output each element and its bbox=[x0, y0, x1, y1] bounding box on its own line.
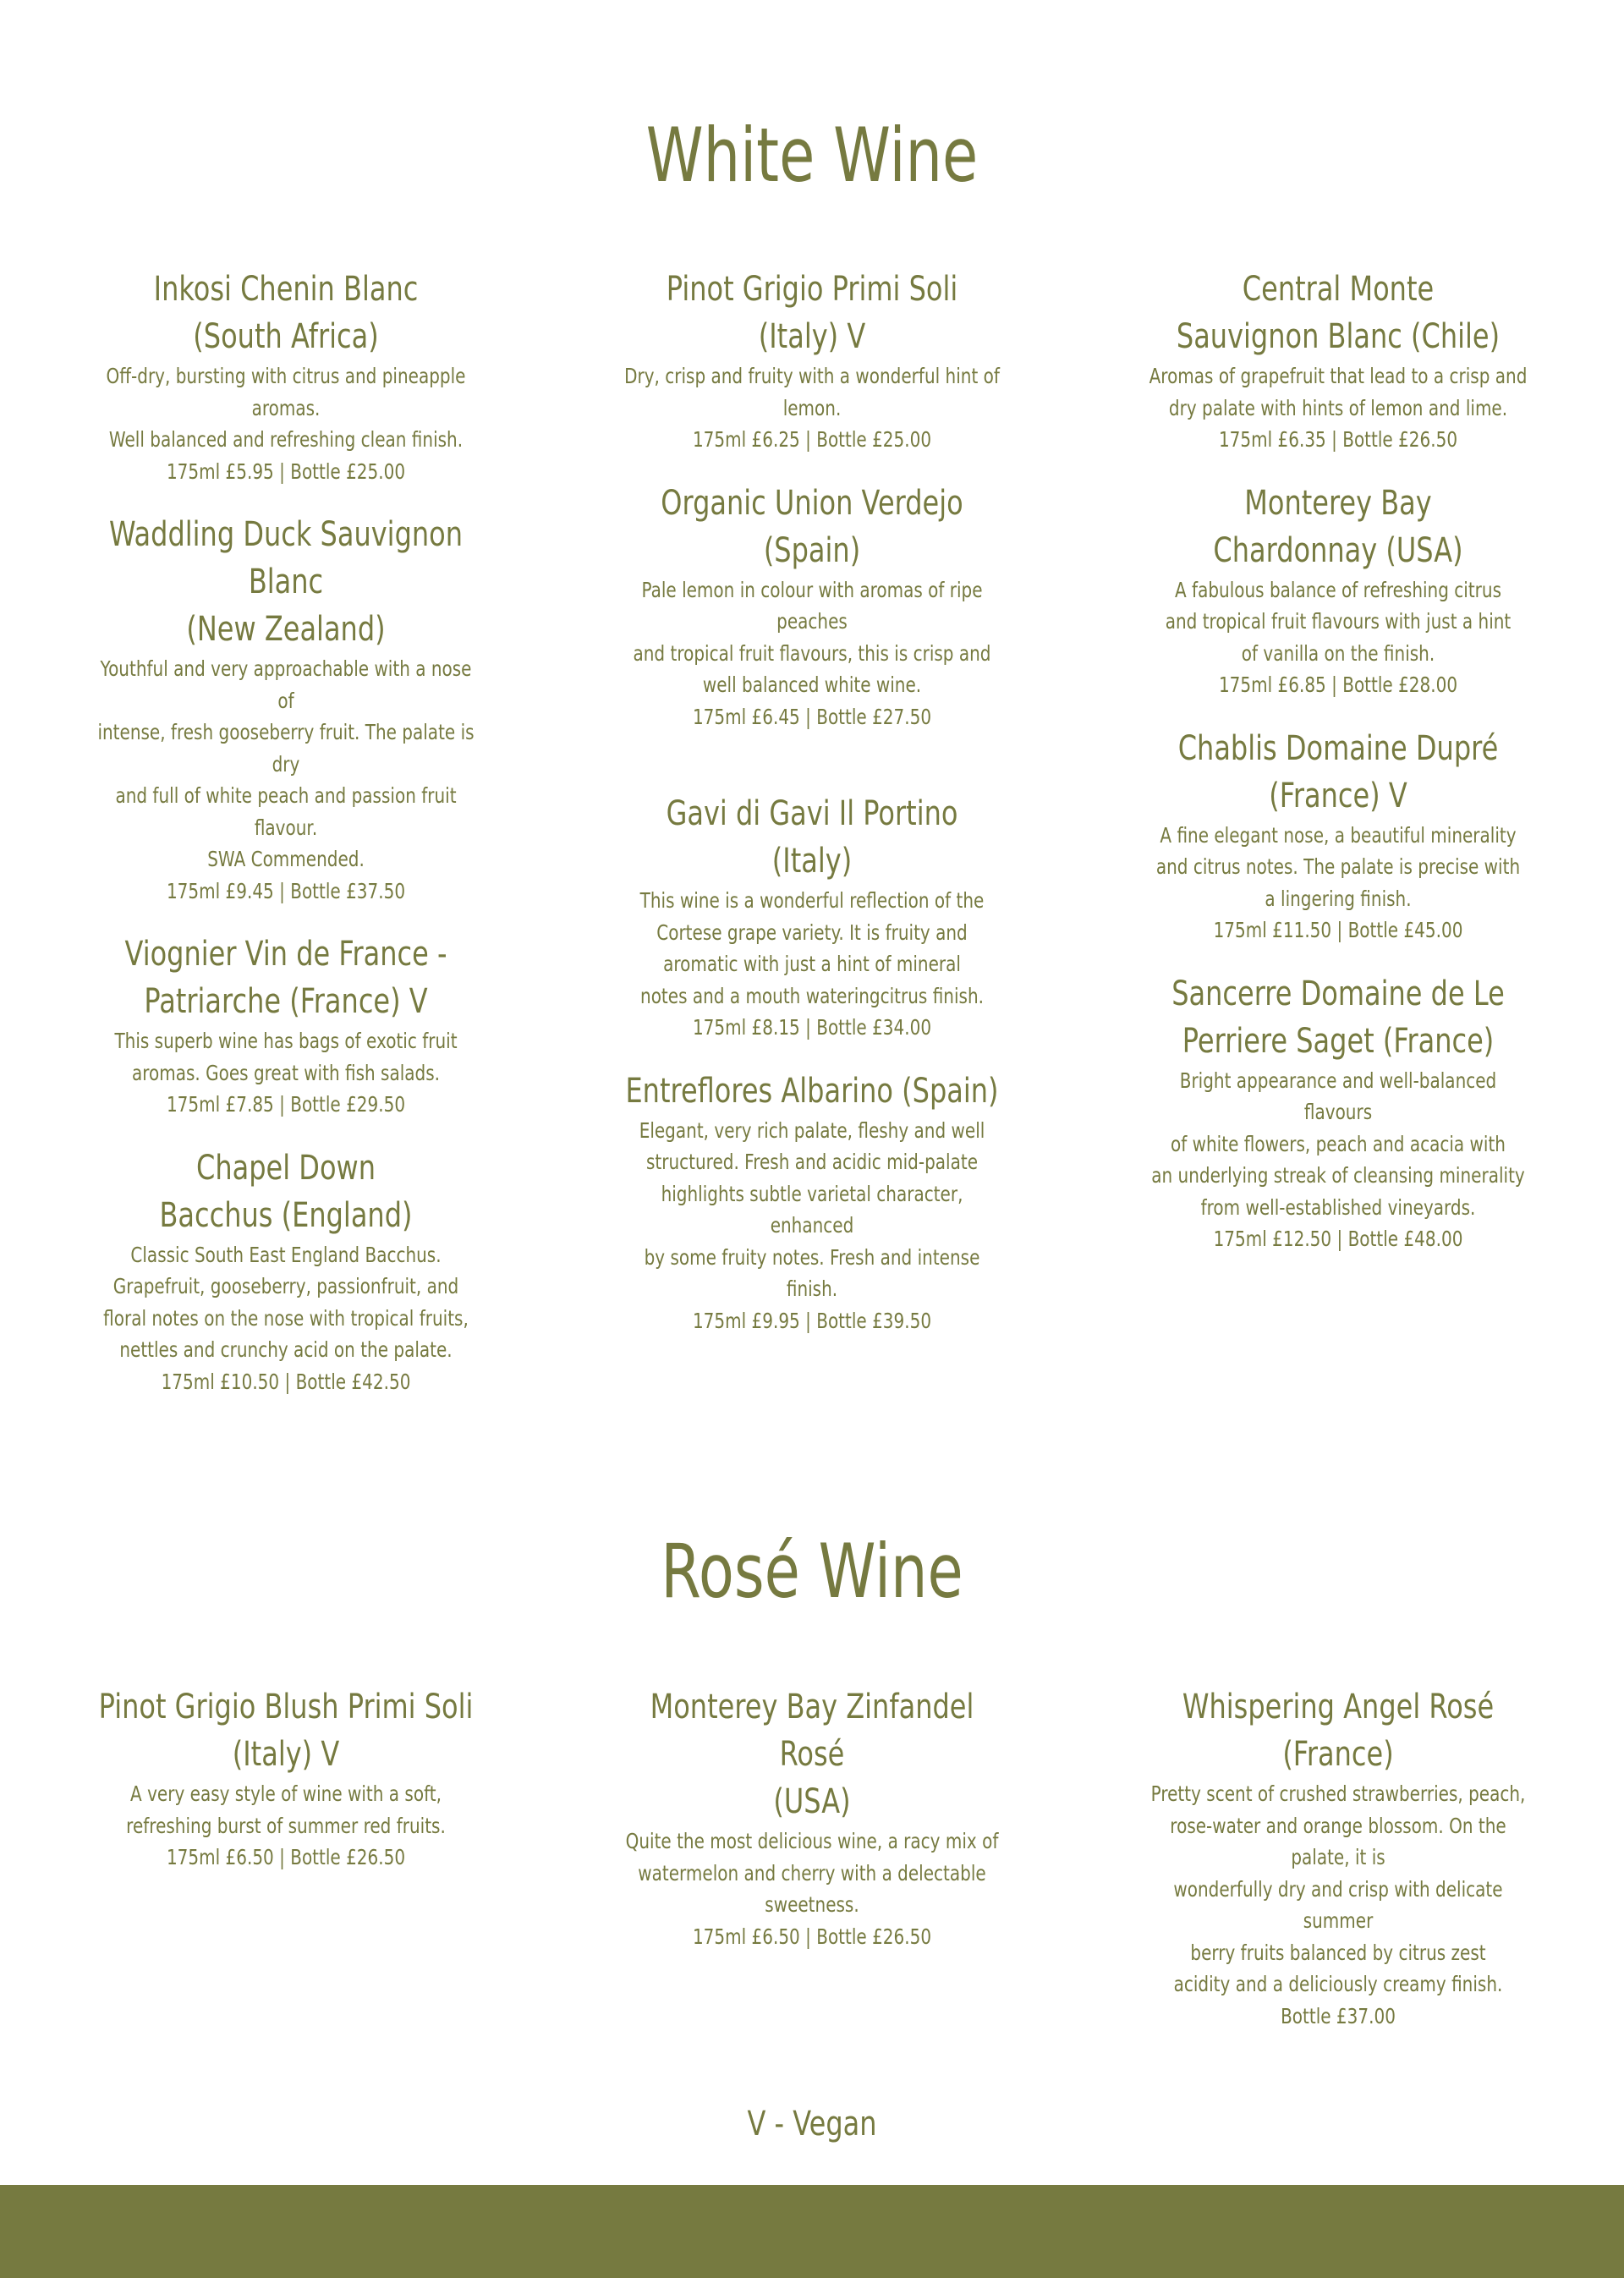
wine-description: A very easy style of wine with a soft, refreshing burst of summer red fruits. bbox=[126, 1781, 446, 1838]
wine-name: Central Monte Sauvignon Blanc (Chile) bbox=[1176, 270, 1501, 356]
wine-item bbox=[49, 930, 523, 1121]
wine-description: Pretty scent of crushed strawberries, peach, rose-water and orange blossom. On the palate, it is wonderfully dry and crisp with delicate summer berry fruits balanced by citrus zest acidity and a deliciously creamy finish. bbox=[1150, 1781, 1526, 1996]
wine-description: Classic South East England Bacchus. Grapefruit, gooseberry, passionfruit, and floral notes on the nose with tropical fruits, nettles and crunchy acid on the palate. bbox=[103, 1242, 469, 1362]
rose-column-2 bbox=[575, 1683, 1049, 1952]
rose-column-1 bbox=[49, 1683, 523, 1874]
wine-name: Viognier Vin de France - Patriarche (France) V bbox=[124, 935, 447, 1021]
wine-price: 175ml £6.50 | Bottle £26.50 bbox=[166, 1845, 406, 1869]
wine-price: 175ml £11.50 | Bottle £45.00 bbox=[1213, 918, 1463, 942]
wine-price: 175ml £6.35 | Bottle £26.50 bbox=[1218, 427, 1458, 452]
wine-description: Elegant, very rich palate, fleshy and well structured. Fresh and acidic mid-palate highlights subtle varietal character, enhanced by some fruity notes. Fresh and intense finish. bbox=[639, 1117, 985, 1301]
wine-name: Inkosi Chenin Blanc (South Africa) bbox=[153, 270, 419, 356]
wine-name: Gavi di Gavi Il Portino (Italy) bbox=[666, 794, 958, 881]
wine-price: Bottle £37.00 bbox=[1281, 2003, 1396, 2028]
white-column-3 bbox=[1101, 266, 1575, 1255]
wine-item bbox=[575, 1068, 1049, 1337]
wine-description: Off-dry, bursting with citrus and pineapple aromas. Well balanced and refreshing clean finish. bbox=[106, 364, 466, 452]
wine-item bbox=[1101, 480, 1575, 701]
wine-price: 175ml £5.95 | Bottle £25.00 bbox=[166, 458, 406, 484]
wine-price: 175ml £6.45 | Bottle £27.50 bbox=[692, 704, 932, 729]
wine-description: This wine is a wonderful reflection of the Cortese grape variety. It is fruity and aromatic with just a hint of mineral notes and a mouth wateringcitrus finish. bbox=[639, 888, 985, 1008]
wine-item bbox=[1101, 970, 1575, 1255]
wine-item bbox=[49, 1144, 523, 1398]
wine-price: 175ml £9.95 | Bottle £39.50 bbox=[692, 1308, 932, 1333]
wine-price: 175ml £10.50 | Bottle £42.50 bbox=[161, 1369, 411, 1394]
wine-description: Quite the most delicious wine, a racy mix of watermelon and cherry with a delectable sweetness. bbox=[625, 1829, 999, 1917]
rose-column-3 bbox=[1101, 1683, 1575, 2032]
wine-name: Chapel Down Bacchus (England) bbox=[159, 1148, 413, 1235]
wine-description: Bright appearance and well-balanced flavours of white flowers, peach and acacia with an underlying streak of cleansing minerality from well-established vineyards. bbox=[1151, 1068, 1525, 1220]
wine-name: Chablis Domaine Dupré (France) V bbox=[1177, 728, 1499, 815]
wine-description: Youthful and very approachable with a nose of intense, fresh gooseberry fruit. The palate is dry and full of white peach and passion fruit flavour. SWA Commended. bbox=[97, 656, 475, 871]
wine-item bbox=[575, 480, 1049, 733]
wine-name: Monterey Bay Zinfandel Rosé (USA) bbox=[650, 1688, 974, 1821]
footer-bar bbox=[0, 2185, 1624, 2278]
wine-name: Entreflores Albarino (Spain) bbox=[625, 1071, 999, 1111]
wine-price: 175ml £6.85 | Bottle £28.00 bbox=[1218, 672, 1458, 697]
wine-description: A fabulous balance of refreshing citrus and tropical fruit flavours with just a hint of vanilla on the finish. bbox=[1165, 577, 1512, 666]
wine-item bbox=[1101, 725, 1575, 947]
wine-item bbox=[575, 266, 1049, 456]
white-wine-title: White Wine bbox=[645, 112, 979, 199]
wine-item bbox=[1101, 266, 1575, 456]
wine-description: A fine elegant nose, a beautiful minerality and citrus notes. The palate is precise with a lingering finish. bbox=[1155, 822, 1521, 911]
wine-name: Whispering Angel Rosé (France) bbox=[1182, 1688, 1495, 1774]
wine-price: 175ml £12.50 | Bottle £48.00 bbox=[1213, 1227, 1463, 1251]
wine-item bbox=[1101, 1683, 1575, 2032]
wine-description: Aromas of grapefruit that lead to a crisp and dry palate with hints of lemon and lime. bbox=[1149, 364, 1528, 420]
wine-price: 175ml £8.15 | Bottle £34.00 bbox=[692, 1015, 932, 1040]
wine-item bbox=[49, 266, 523, 487]
vegan-note: V - Vegan bbox=[747, 2105, 877, 2144]
wine-name: Organic Union Verdejo (Spain) bbox=[661, 483, 963, 570]
wine-description: This superb wine has bags of exotic fruit aromas. Goes great with fish salads. bbox=[114, 1029, 458, 1085]
wine-name: Sancerre Domaine de Le Perriere Saget (France) bbox=[1171, 974, 1505, 1061]
rose-wine-title: Rosé Wine bbox=[661, 1528, 963, 1615]
wine-name: Monterey Bay Chardonnay (USA) bbox=[1213, 483, 1463, 570]
wine-price: 175ml £9.45 | Bottle £37.50 bbox=[166, 878, 406, 903]
white-column-2 bbox=[575, 266, 1049, 1337]
wine-description: Dry, crisp and fruity with a wonderful hint of lemon. bbox=[624, 364, 1000, 420]
wine-description: Pale lemon in colour with aromas of ripe peaches and tropical fruit flavours, this is crisp and well balanced white wine. bbox=[633, 577, 991, 697]
wine-price: 175ml £6.25 | Bottle £25.00 bbox=[692, 427, 932, 452]
wine-price: 175ml £6.50 | Bottle £26.50 bbox=[692, 1924, 932, 1949]
wine-item bbox=[49, 511, 523, 907]
wine-price: 175ml £7.85 | Bottle £29.50 bbox=[166, 1092, 406, 1117]
white-column-1 bbox=[49, 266, 523, 1397]
wine-item bbox=[575, 790, 1049, 1044]
wine-name: Waddling Duck Sauvignon Blanc (New Zealand) bbox=[108, 515, 464, 649]
wine-name: Pinot Grigio Primi Soli (Italy) V bbox=[666, 270, 958, 356]
wine-item bbox=[575, 1683, 1049, 1952]
wine-name: Pinot Grigio Blush Primi Soli (Italy) V bbox=[98, 1688, 474, 1774]
wine-item bbox=[49, 1683, 523, 1874]
